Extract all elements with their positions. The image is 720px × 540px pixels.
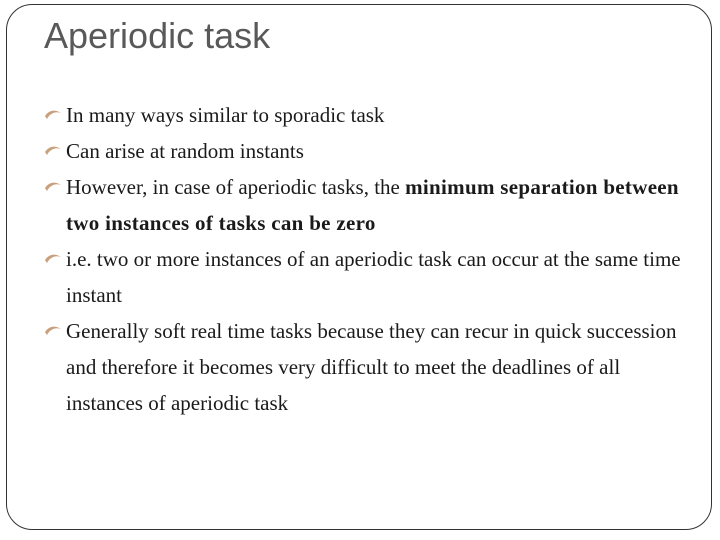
- bullet-text: [66, 103, 384, 127]
- swoosh-bullet-icon: [44, 179, 62, 195]
- swoosh-bullet-icon: [44, 107, 62, 123]
- text-run: Can arise at random instants: [66, 139, 304, 163]
- bullet-text: [66, 175, 679, 235]
- bullet-item: [44, 241, 684, 313]
- bullet-item: [44, 133, 684, 169]
- swoosh-bullet-icon: [44, 251, 62, 267]
- slide-title: Aperiodic task: [44, 15, 271, 56]
- bullet-list: [44, 97, 684, 421]
- bullet-item: [44, 313, 684, 421]
- bullet-item: [44, 97, 684, 133]
- text-run: i.e. two or more instances of an aperiodic task can occur at the same time instant: [66, 247, 681, 307]
- text-run: However, in case of aperiodic tasks, the: [66, 175, 406, 199]
- bold-text-run: minimum separation between two instances of tasks can be zero: [66, 175, 679, 235]
- bullet-text: [66, 319, 677, 415]
- bullet-item: [44, 169, 684, 241]
- bullet-text: [66, 139, 304, 163]
- bullet-text: [66, 247, 681, 307]
- swoosh-bullet-icon: [44, 323, 62, 339]
- text-run: Generally soft real time tasks because they can recur in quick succession and therefore it becomes very difficult to meet the deadlines of all instances of aperiodic task: [66, 319, 677, 415]
- swoosh-bullet-icon: [44, 143, 62, 159]
- text-run: In many ways similar to sporadic task: [66, 103, 385, 127]
